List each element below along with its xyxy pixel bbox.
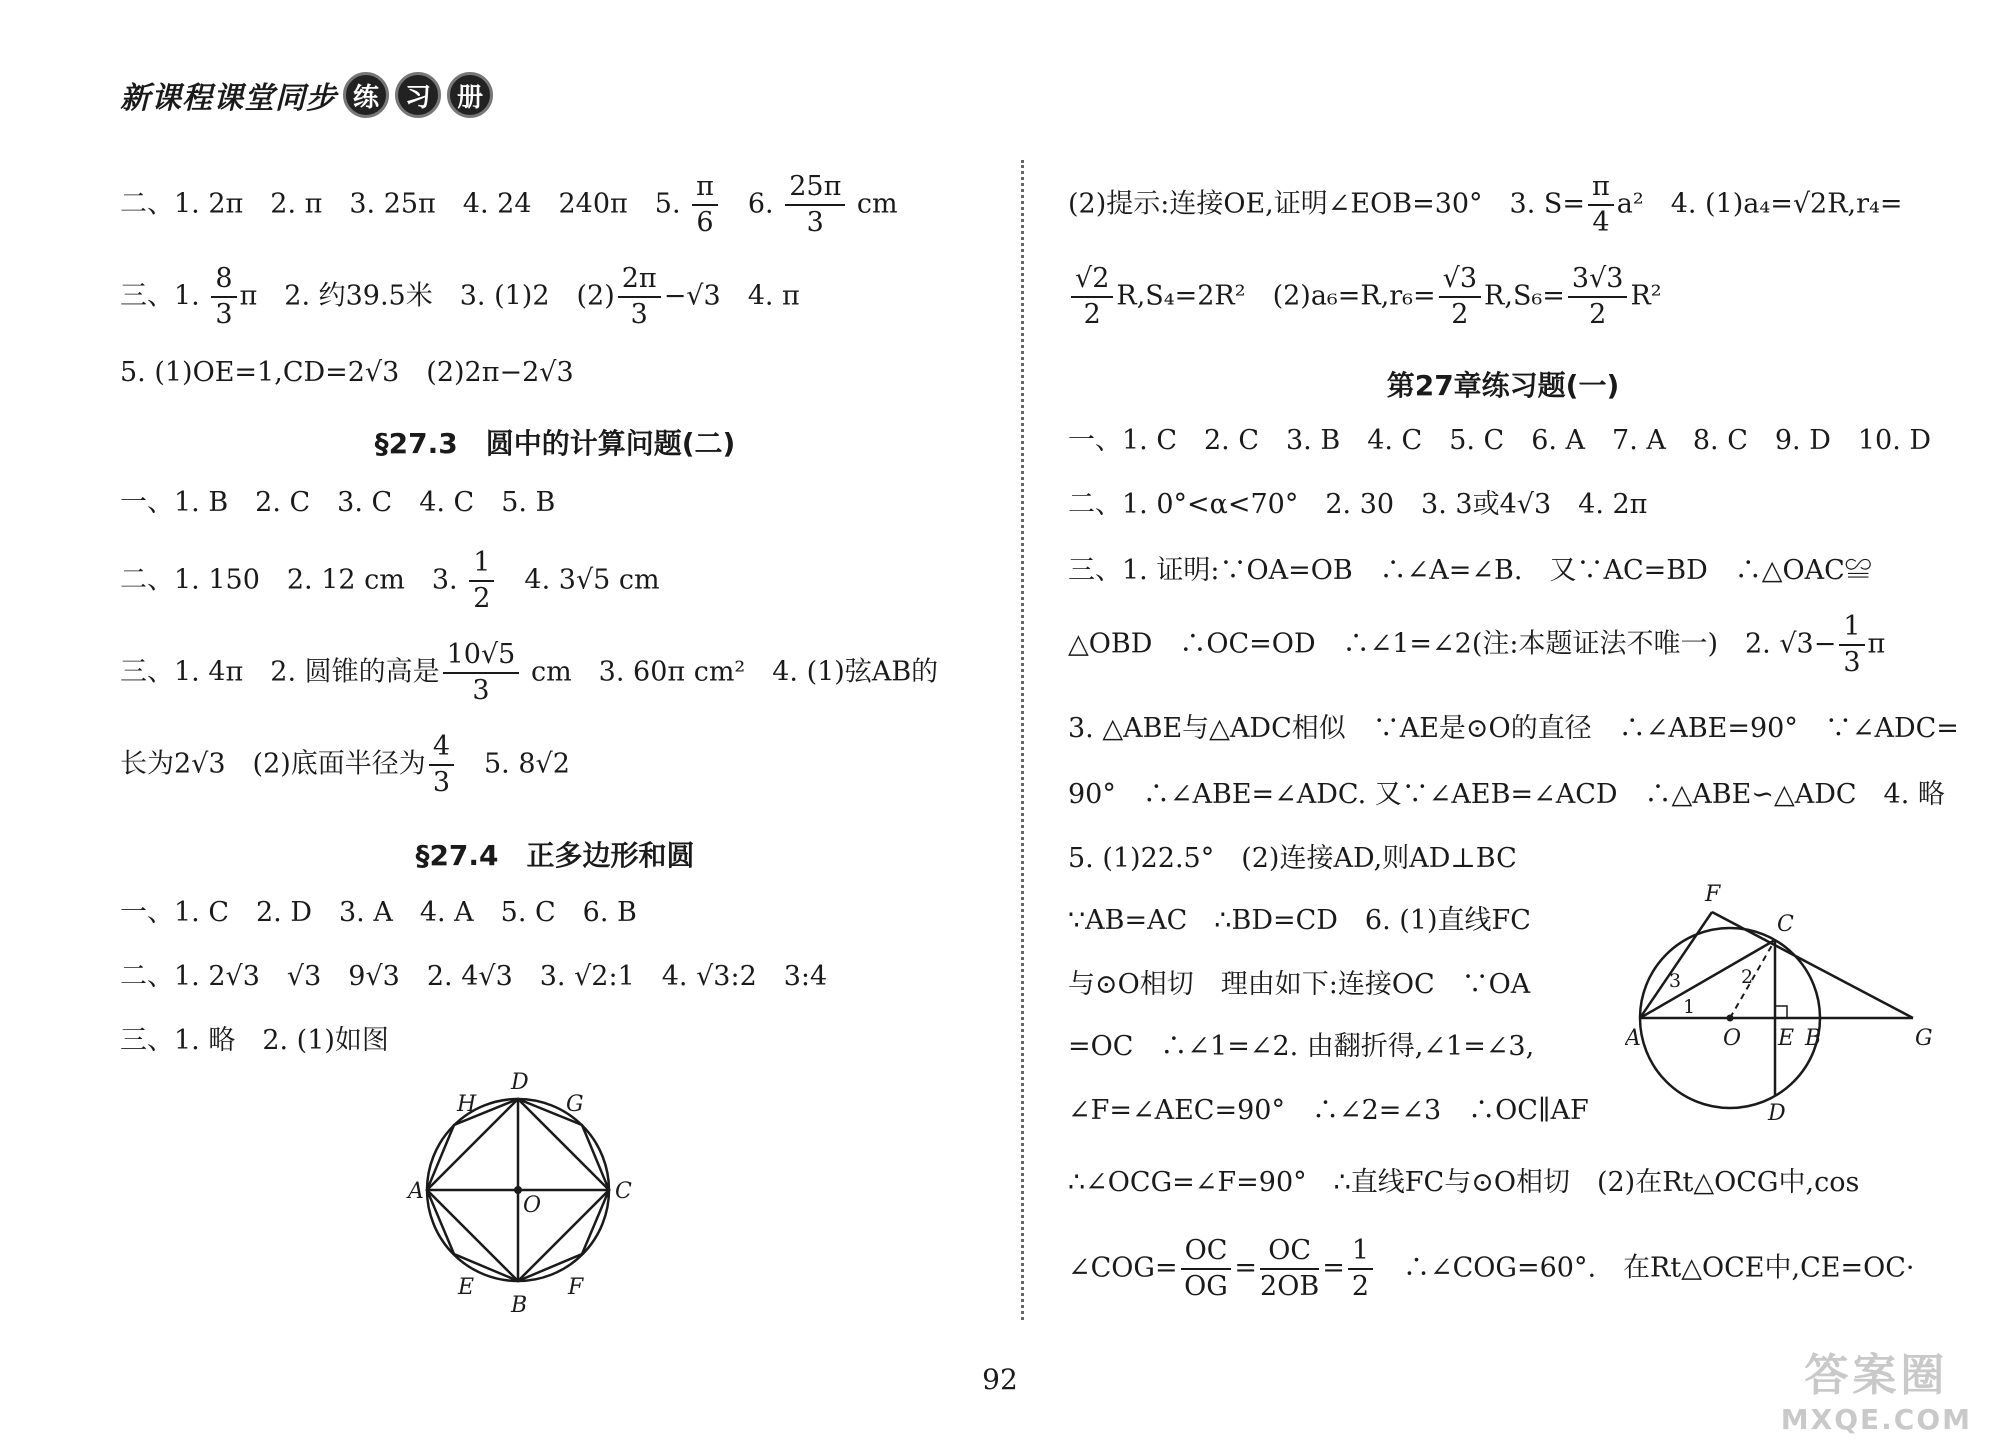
answer-line: 5. (1)22.5° (2)连接AD,则AD⊥BC xyxy=(1068,843,1517,874)
fraction xyxy=(1071,262,1113,332)
answer-line: 三、1. 证明:∵OA=OB ∴∠A=∠B. 又∵AC=BD ∴△OAC≌ xyxy=(1068,555,1872,586)
label-F: F xyxy=(1705,882,1721,907)
line-AC xyxy=(1640,940,1775,1018)
label-C: C xyxy=(615,1179,632,1204)
text: ∴∠COG=60°. 在Rt△OCE中,CE=OC· xyxy=(1376,1252,1915,1284)
denominator: 2 xyxy=(1351,1271,1369,1302)
label-F: F xyxy=(568,1275,584,1300)
angle-label-2: 2 xyxy=(1741,966,1754,988)
answer-line: ∵AB=AC ∴BD=CD 6. (1)直线FC xyxy=(1068,905,1531,936)
denominator: 2 xyxy=(1589,299,1607,330)
answer-line xyxy=(1068,262,1662,332)
denominator: 3 xyxy=(1843,647,1861,678)
answer-line xyxy=(1068,610,1885,680)
label-D: D xyxy=(1768,1101,1786,1126)
fraction xyxy=(429,730,454,800)
text: 长为2√3 (2)底面半径为 xyxy=(120,748,426,780)
text: cm 3. 60π cm² 4. (1)弦AB的 xyxy=(522,656,939,688)
figure-octagon-in-circle xyxy=(400,1068,640,1328)
text: R² xyxy=(1630,280,1662,312)
text: 6. xyxy=(720,188,783,220)
answer-line: =OC ∴∠1=∠2. 由翻折得,∠1=∠3, xyxy=(1068,1031,1535,1062)
numerator: 4 xyxy=(429,730,454,766)
line-AF xyxy=(1640,912,1712,1018)
figure-tangent-circle xyxy=(1625,875,1945,1135)
answer-line: 与⊙O相切 理由如下:连接OC ∵OA xyxy=(1068,969,1531,1000)
text: △OBD ∴OC=OD ∴∠1=∠2(注:本题证法不唯一) 2. √3− xyxy=(1068,628,1837,660)
numerator: 10√5 xyxy=(443,638,520,674)
label-D: D xyxy=(511,1070,529,1095)
text: = xyxy=(1322,1252,1345,1284)
answer-line xyxy=(1068,170,1902,240)
answer-line: 二、1. 0°<α<70° 2. 30 3. 3或4√3 4. 2π xyxy=(1068,489,1648,520)
denominator: 6 xyxy=(696,207,714,238)
header-brand xyxy=(120,72,493,118)
text: 二、1. 2π 2. π 3. 25π 4. 24 240π 5. xyxy=(120,188,690,220)
text: −√3 4. π xyxy=(663,280,800,312)
label-G: G xyxy=(1915,1026,1933,1051)
text: 4. 3√5 cm xyxy=(497,564,660,596)
answer-line xyxy=(120,546,660,616)
right-angle-mark xyxy=(1775,1006,1787,1018)
numerator: √3 xyxy=(1439,262,1481,298)
text: 三、1. xyxy=(120,280,209,312)
label-E: E xyxy=(458,1275,475,1300)
text: a² 4. (1)a₄=√2R,r₄= xyxy=(1616,188,1903,220)
numerator: 1 xyxy=(469,546,494,582)
answer-line: 90° ∴∠ABE=∠ADC. 又∵∠AEB=∠ACD ∴△ABE∽△ADC 4. 略 xyxy=(1068,779,1945,810)
column-divider xyxy=(1021,160,1024,1320)
fraction xyxy=(1439,262,1481,332)
label-E: E xyxy=(1778,1026,1795,1051)
label-B: B xyxy=(511,1293,528,1318)
watermark-line2: MXQE.COM xyxy=(1780,1403,1972,1436)
answer-line xyxy=(1068,1234,1914,1304)
label-O: O xyxy=(1723,1026,1742,1051)
line-FG xyxy=(1712,912,1913,1018)
fraction xyxy=(1348,1234,1373,1304)
numerator: √2 xyxy=(1071,262,1113,298)
badge-1: 练 xyxy=(343,72,389,118)
answer-line: 一、1. C 2. C 3. B 4. C 5. C 6. A 7. A 8. C 9. D 10. D xyxy=(1068,425,1932,456)
answer-line: 一、1. B 2. C 3. C 4. C 5. B xyxy=(120,487,556,518)
fraction xyxy=(618,262,661,332)
text: π 2. 约39.5米 3. (1)2 (2) xyxy=(239,280,615,312)
answer-line: 5. (1)OE=1,CD=2√3 (2)2π−2√3 xyxy=(120,357,574,388)
badge-2: 习 xyxy=(395,72,441,118)
numerator: 1 xyxy=(1348,1234,1373,1270)
label-B: B xyxy=(1805,1026,1822,1051)
text: (2)提示:连接OE,证明∠EOB=30° 3. S= xyxy=(1068,188,1586,220)
denominator: 2OB xyxy=(1260,1271,1320,1302)
numerator: 1 xyxy=(1839,610,1864,646)
answer-line xyxy=(120,638,938,708)
denominator: 3 xyxy=(630,299,648,330)
answer-line: 二、1. 2√3 √3 9√3 2. 4√3 3. √2:1 4. √3:2 3:4 xyxy=(120,961,828,992)
denominator: 2 xyxy=(1451,299,1469,330)
answer-line xyxy=(120,262,800,332)
label-A: A xyxy=(408,1179,424,1204)
answer-line: 一、1. C 2. D 3. A 4. A 5. C 6. B xyxy=(120,897,637,928)
page-number: 92 xyxy=(982,1363,1018,1396)
numerator: OC xyxy=(1181,1234,1232,1270)
angle-label-1: 1 xyxy=(1683,996,1696,1018)
section-heading: §27.3 圆中的计算问题(二) xyxy=(374,427,736,460)
text: π xyxy=(1867,628,1886,660)
text: cm xyxy=(848,188,898,220)
section-heading: 第27章练习题(一) xyxy=(1386,369,1620,402)
fraction xyxy=(1260,1234,1319,1304)
denominator: 3 xyxy=(806,207,824,238)
fraction xyxy=(1839,610,1864,680)
angle-label-3: 3 xyxy=(1669,970,1682,992)
watermark-logo xyxy=(1781,1339,1972,1436)
answer-line: ∴∠OCG=∠F=90° ∴直线FC与⊙O相切 (2)在Rt△OCG中,cos xyxy=(1068,1167,1860,1198)
text: ∠COG= xyxy=(1068,1252,1178,1284)
denominator: 3 xyxy=(215,299,233,330)
answer-line: ∠F=∠AEC=90° ∴∠2=∠3 ∴OC∥AF xyxy=(1068,1095,1589,1126)
center-point xyxy=(1727,1015,1734,1022)
denominator: 2 xyxy=(473,583,491,614)
header-title: 新课程课堂同步 xyxy=(120,81,337,116)
denominator: OG xyxy=(1184,1271,1228,1302)
text: = xyxy=(1234,1252,1258,1284)
fraction xyxy=(1181,1234,1232,1304)
fraction xyxy=(785,170,845,240)
label-G: G xyxy=(566,1092,584,1117)
denominator: 2 xyxy=(1083,299,1101,330)
fraction xyxy=(469,546,494,616)
label-C: C xyxy=(1777,912,1794,937)
denominator: 3 xyxy=(432,767,450,798)
center-point xyxy=(514,1186,522,1194)
numerator: π xyxy=(692,170,718,206)
text: R,S₄=2R² (2)a₆=R,r₆= xyxy=(1116,280,1436,312)
numerator: 3√3 xyxy=(1568,262,1628,298)
text: 二、1. 150 2. 12 cm 3. xyxy=(120,564,467,596)
denominator: 3 xyxy=(472,675,490,706)
label-A: A xyxy=(1625,1026,1641,1051)
fraction xyxy=(443,638,520,708)
fraction xyxy=(1568,262,1628,332)
answer-line: 三、1. 略 2. (1)如图 xyxy=(120,1025,389,1056)
fraction xyxy=(1588,170,1614,240)
answer-line xyxy=(120,730,570,800)
label-O: O xyxy=(523,1193,542,1218)
numerator: 8 xyxy=(211,262,236,298)
denominator: 4 xyxy=(1592,207,1610,238)
numerator: 25π xyxy=(785,170,845,206)
numerator: OC xyxy=(1260,1234,1319,1270)
badge-3: 册 xyxy=(447,72,493,118)
fraction xyxy=(692,170,718,240)
label-H: H xyxy=(457,1092,477,1117)
text: 5. 8√2 xyxy=(457,748,570,780)
numerator: π xyxy=(1588,170,1614,206)
text: 三、1. 4π 2. 圆锥的高是 xyxy=(120,656,440,688)
text: R,S₆= xyxy=(1484,280,1565,312)
watermark-line1: 答案圈 xyxy=(1804,1350,1949,1401)
section-heading: §27.4 正多边形和圆 xyxy=(415,839,695,872)
answer-line: 3. △ABE与△ADC相似 ∵AE是⊙O的直径 ∴∠ABE=90° ∵∠ADC= xyxy=(1068,713,1959,744)
numerator: 2π xyxy=(618,262,661,298)
answer-line xyxy=(120,170,898,240)
fraction xyxy=(211,262,236,332)
